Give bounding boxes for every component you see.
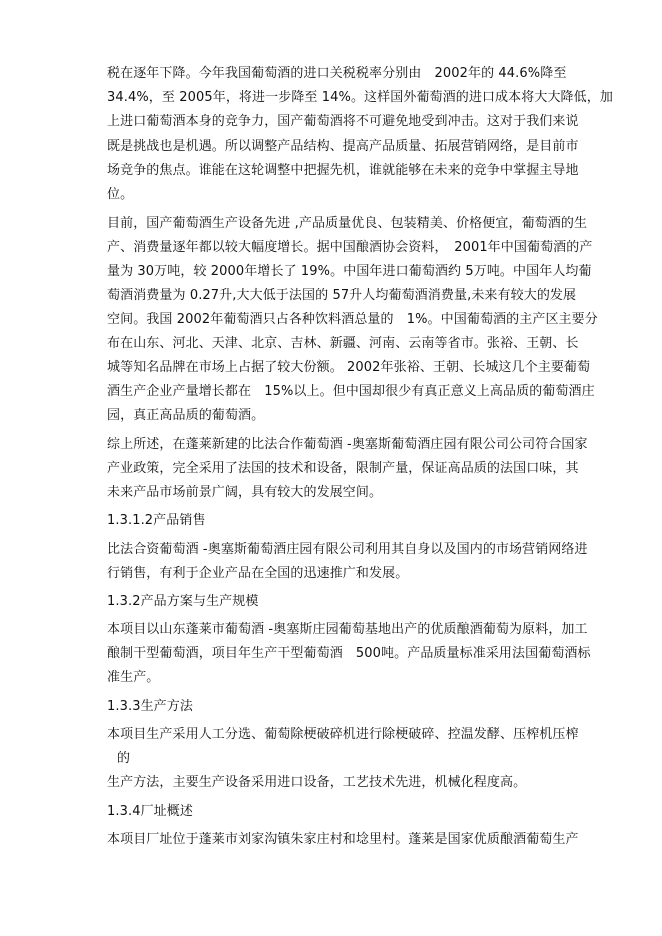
paragraph-line: 空间。我国 2002年葡萄酒只占各种饮料酒总量的 1%。中国葡萄酒的主产区主要分 bbox=[107, 312, 598, 327]
paragraph-line: 准生产。 bbox=[107, 670, 160, 685]
paragraph-line: 园，真正高品质的葡萄酒。 bbox=[107, 408, 265, 423]
paragraph-line: 产、消费量逐年都以较大幅度增长。据中国酿酒协会资料， 2001年中国葡萄酒的产 bbox=[107, 240, 593, 255]
paragraph-line: 未来产品市场前景广阔，具有较大的发展空间。 bbox=[107, 485, 383, 500]
paragraph-line: 既是挑战也是机遇。所以调整产品结构、提高产品质量、拓展营销网络，是目前市 bbox=[107, 139, 579, 154]
paragraph-line: 本项目以山东蓬莱市葡萄酒 -奥塞斯庄园葡萄基地出产的优质酿酒葡萄为原料，加工 bbox=[107, 622, 588, 637]
section-heading: 1.3.1.2产品销售 bbox=[107, 513, 206, 528]
paragraph-line: 目前，国产葡萄酒生产设备先进 ,产品质量优良、包装精美、价格便宜，葡萄酒的生 bbox=[107, 216, 588, 231]
paragraph-line: 城等知名品牌在市场上占据了较大份额。 2002年张裕、王朝、长城这几个主要葡萄 bbox=[107, 360, 591, 375]
paragraph-line: 比法合资葡萄酒 -奥塞斯葡萄酒庄园有限公司利用其自身以及国内的市场营销网络进 bbox=[107, 542, 588, 557]
paragraph-line: 生产方法，主要生产设备采用进口设备，工艺技术先进，机械化程度高。 bbox=[107, 775, 527, 790]
paragraph-line: 本项目厂址位于蓬莱市刘家沟镇朱家庄村和埝里村。蓬莱是国家优质酿酒葡萄生产 bbox=[107, 832, 579, 847]
section-heading: 1.3.3生产方法 bbox=[107, 699, 193, 714]
paragraph-line: 场竞争的焦点。谁能在这轮调整中把握先机，谁就能够在未来的竞争中掌握主导地 bbox=[107, 163, 579, 178]
section-heading: 1.3.2产品方案与生产规模 bbox=[107, 594, 259, 609]
section-heading: 1.3.4厂址概述 bbox=[107, 804, 193, 819]
paragraph-line: 34.4%，至 2005年，将进一步降至 14%。这样国外葡萄酒的进口成本将大大降低，加 bbox=[107, 90, 613, 105]
paragraph-line: 本项目生产采用人工分选、葡萄除梗破碎机进行除梗破碎、控温发酵、压榨机压榨 bbox=[107, 727, 579, 742]
paragraph-line: 酒生产企业产量增长都在 15%以上。但中国却很少有真正意义上高品质的葡萄酒庄 bbox=[107, 384, 595, 399]
paragraph-line: 税在逐年下降。今年我国葡萄酒的进口关税税率分别由 2002年的 44.6%降至 bbox=[107, 66, 567, 81]
paragraph-line: 产业政策，完全采用了法国的技术和设备，限制产量，保证高品质的法国口味，其 bbox=[107, 461, 579, 476]
paragraph-line: 综上所述，在蓬莱新建的比法合作葡萄酒 -奥塞斯葡萄酒庄园有限公司公司符合国家 bbox=[107, 437, 588, 452]
paragraph-line: 上进口葡萄酒本身的竞争力，国产葡萄酒将不可避免地受到冲击。这对于我们来说 bbox=[107, 114, 579, 129]
paragraph-line: 酿制干型葡萄酒，项目年生产干型葡萄酒 500吨。产品质量标准采用法国葡萄酒标 bbox=[107, 646, 591, 661]
paragraph-line: 萄酒消费量为 0.27升,大大低于法国的 57升人均葡萄酒消费量,未来有较大的发展 bbox=[107, 288, 577, 303]
paragraph-line: 布在山东、河北、天津、北京、吉林、新疆、河南、云南等省市。张裕、王朝、长 bbox=[107, 336, 579, 351]
paragraph-line: 位。 bbox=[107, 187, 134, 202]
paragraph-line: 的 bbox=[117, 751, 131, 766]
paragraph-line: 行销售，有利于企业产品在全国的迅速推广和发展。 bbox=[107, 566, 409, 581]
paragraph-line: 量为 30万吨，较 2000年增长了 19%。中国年进口葡萄酒约 5万吨。中国年人均葡 bbox=[107, 264, 592, 279]
